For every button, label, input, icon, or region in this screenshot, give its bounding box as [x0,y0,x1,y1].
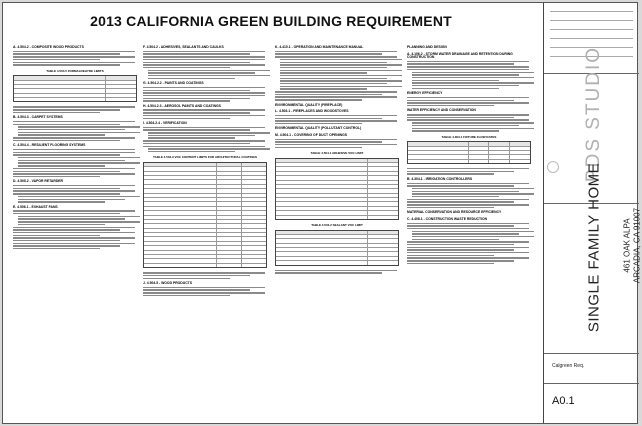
adhesive-voc-table [275,158,399,220]
formaldehyde-table [13,75,137,102]
section-heading: A. 4.504.2 - COMPOSITE WOOD PRODUCTS [13,45,84,49]
section-heading: G. 4.504.2.2 - PAINTS AND COATINGS [143,81,204,86]
section-heading: ENVIRONMENTAL QUALITY (FIREPLACE) [275,102,343,107]
project-name: SINGLE FAMILY HOME [585,162,603,333]
sheet-title: 2013 CALIFORNIA GREEN BUILDING REQUIREMENT [90,13,452,29]
section-heading: L. 4.503.1 - FIREPLACES AND WOODSTOVES [275,109,349,114]
section-heading: WATER EFFICIENCY AND CONSERVATION [407,108,476,113]
section-heading: MATERIAL CONSERVATION AND RESOURCE EFFICIENCY [407,210,502,215]
section-heading: I. 4.504.2.4 - VERIFICATION [143,120,187,125]
section-heading: B. 4.304.1 - IRRIGATION CONTROLLERS [407,176,473,181]
section-heading: J. 4.504.5 - WOOD PRODUCTS [143,280,192,285]
table-title: TABLE 4.504.2 SEALANT VOC LIMIT [311,223,363,228]
section-heading: D. 4.505.2 - VAPOR RETARDER [13,179,63,184]
table-title: TABLE 4.504.3 VOC CONTENT LIMITS FOR ARCHITECTURAL COATINGS [153,155,257,160]
project-address-line-2: ARCADIA, CA 91007 [632,207,642,284]
project-address-line-1: 461 OAK ALPA [622,218,632,273]
section-heading: ENERGY EFFICIENCY [407,91,443,96]
section-heading: F. 4.504.2 - ADHESIVES, SEALANTS AND CAULKS [143,45,224,49]
title-block [543,3,642,423]
table-title: TABLE 4.504.1 ADHESIVE VOC LIMIT [310,151,364,156]
sheet-number: A0.1 [552,395,575,407]
notes-column-1 [13,43,137,251]
section-heading: H. 4.504.2.3 - AEROSOL PAINTS AND COATINGS [143,103,221,108]
section-heading: C. 4.504.4 - RESILIENT FLOORING SYSTEMS [13,143,86,148]
notes-column-4 [407,43,531,266]
table-title: TABLE 4.303.1 FIXTURE FLOW RATES [441,134,497,139]
section-heading: ENVIRONMENTAL QUALITY (POLLUTANT CONTROL) [275,126,362,131]
voc-coatings-table [143,162,267,268]
studio-name: PDS STUDIO [583,45,604,183]
studio-logo-icon [547,161,559,173]
section-heading: E. 4.506.1 - EXHAUST FANS [13,204,58,209]
section-heading: C. 4.408.1 - CONSTRUCTION WASTE REDUCTION [407,216,488,221]
section-heading: M. 4.504.1 - COVERING OF DUCT OPENINGS [275,132,347,137]
drawing-sheet [2,2,642,424]
table-title: TABLE 4.504.5 FORMALDEHYDE LIMITS [46,68,104,73]
section-heading: B. 4.504.3 - CARPET SYSTEMS [13,115,63,120]
notes-column-3 [275,43,399,275]
sheet-name: Calgreen Req. [552,363,585,369]
section-heading: K. 4.410.1 - OPERATION AND MAINTENANCE MANUAL [275,45,364,49]
section-heading: A. 4.106.2 - STORM WATER DRAINAGE AND RETENTION DURING CONSTRUCTION [407,51,513,59]
sealant-voc-table [275,230,399,266]
notes-column-2 [143,43,267,298]
fixture-flow-table [407,141,531,164]
section-heading: PLANNING AND DESIGN [407,45,447,49]
